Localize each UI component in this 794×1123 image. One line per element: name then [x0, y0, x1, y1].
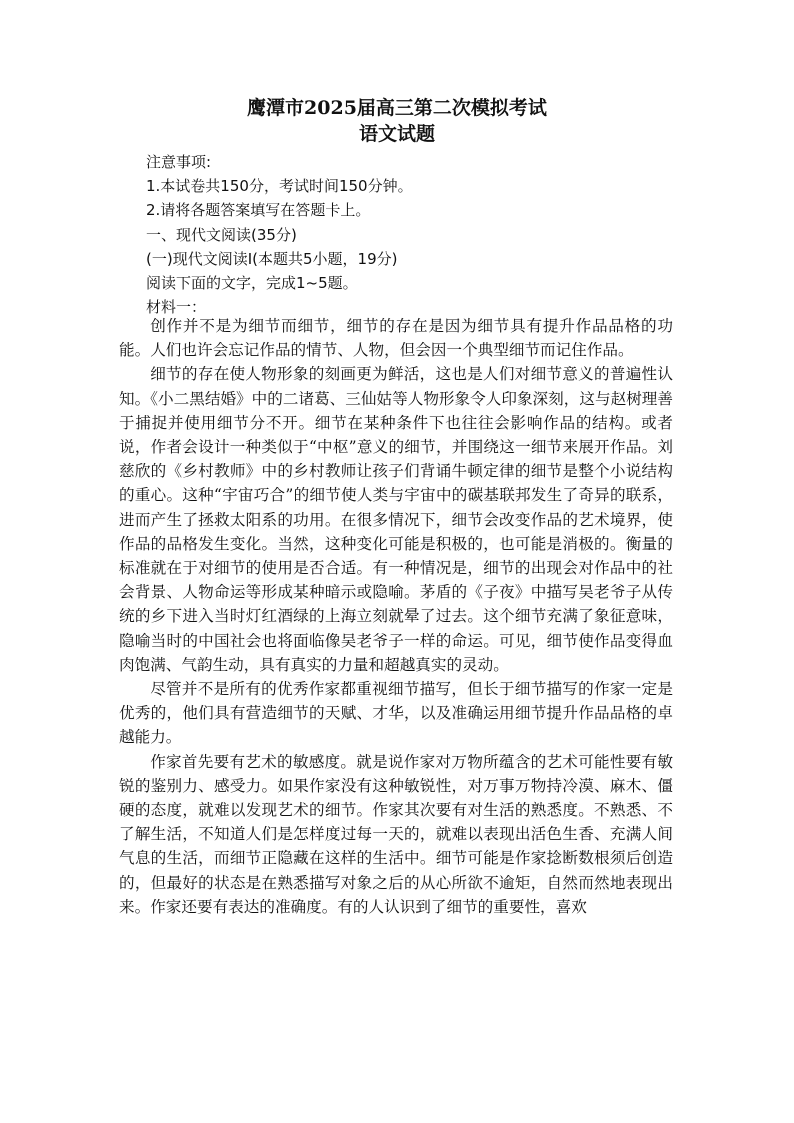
exam-instructions — [146, 150, 413, 319]
notes-heading: 注意事项: — [146, 153, 212, 171]
reading-instruction: 阅读下面的文字，完成1~5题。 — [146, 273, 358, 292]
reading-passage — [119, 314, 673, 919]
notes-item-2: 2.请将各题答案填写在答题卡上。 — [146, 201, 371, 220]
passage-paragraph-1: 创作并不是为细节而细节，细节的存在是因为细节具有提升作品品格的功能。人们也许会忘记作品的情节、人物，但会因一个典型细节而记住作品。 — [119, 317, 673, 360]
exam-subtitle: 语文试题 — [358, 123, 435, 145]
passage-paragraph-2: 细节的存在使人物形象的刻画更为鲜活，这也是人们对细节意义的普遍性认知。《小二黑结婚》中的二诸葛、三仙姑等人物形象令人印象深刻，这与赵树理善于捕捉并使用细节分不开。细节在某种条件下也往往会影响作品的结构。或者说，作者会设计一种类似于“中枢”意义的细节，并围绕这一细节来展开作品。刘慈欣的《乡村教师》中的乡村教师让孩子们背诵牛顿定律的细节是整个小说结构的重心。这种“宇宙巧合”的细节使人类与宇宙中的碳基联邦发生了奇异的联系，进而产生了拯救太阳系的功用。在很多情况下，细节会改变作品的艺术境界，使作品的品格发生变化。当然，这种变化可能是积极的，也可能是消极的。衡量的标准就在于对细节的使用是否合适。有一种情况是，细节的出现会对作品中的社会背景、人物命运等形成某种暗示或隐喻。茅盾的《子夜》中描写吴老爷子从传统的乡下进入当时灯红酒绿的上海立刻就晕了过去。这个细节充满了象征意味，隐喻当时的中国社会也将面临像吴老爷子一样的命运。可见，细节使作品变得血肉饱满、气韵生动，具有真实的力量和超越真实的灵动。 — [119, 365, 673, 674]
passage-paragraph-4: 作家首先要有艺术的敏感度。就是说作家对万物所蕴含的艺术可能性要有敏锐的鉴别力、感受力。如果作家没有这种敏锐性，对万事万物持冷漠、麻木、僵硬的态度，就难以发现艺术的细节。作家其次要有对生活的熟悉度。不熟悉、不了解生活，不知道人们是怎样度过每一天的，就难以表现出活色生香、充满人间气息的生活，而细节正隐藏在这样的生活中。细节可能是作家捻断数根须后创造的，但最好的状态是在熟悉描写对象之后的从心所欲不逾矩，自然而然地表现出来。作家还要有表达的准确度。有的人认识到了细节的重要性，喜欢 — [119, 752, 673, 916]
material-label: 材料一： — [146, 298, 207, 317]
notes-item-1: 1.本试卷共150分，考试时间150分钟。 — [146, 177, 413, 196]
passage-paragraph-3: 尽管并不是所有的优秀作家都重视细节描写，但长于细节描写的作家一定是优秀的，他们具有营造细节的天赋、才华，以及准确运用细节提升作品品格的卓越能力。 — [119, 680, 673, 747]
exam-title: 鹰潭市2025届高三第二次模拟考试 — [247, 97, 547, 119]
section-heading: 一、现代文阅读(35分) — [146, 225, 297, 244]
subsection-heading: (一)现代文阅读Ⅰ(本题共5小题，19分) — [146, 249, 398, 268]
